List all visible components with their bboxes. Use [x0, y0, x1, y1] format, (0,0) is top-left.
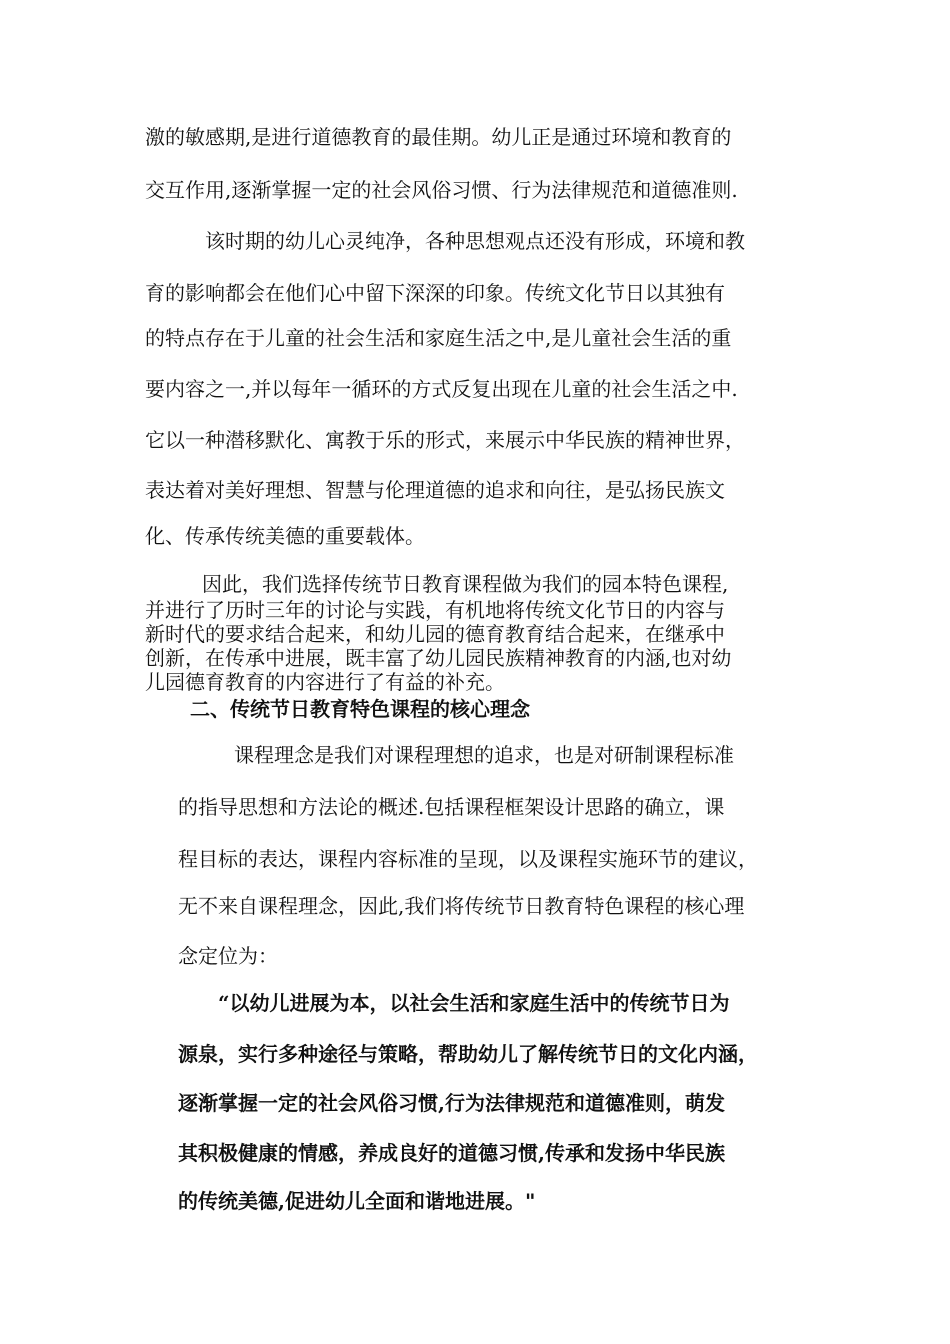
paragraph-4-line-3: 程目标的表达，课程内容标准的呈现，以及课程实施环节的建议，	[178, 847, 758, 871]
paragraph-3-line-2: 并进行了历时三年的讨论与实践，有机地将传统文化节日的内容与	[145, 598, 725, 622]
paragraph-2-line-4: 要内容之一,并以每年一循环的方式反复出现在儿童的社会生活之中.	[145, 377, 738, 401]
paragraph-3-line-3: 新时代的要求结合起来，和幼儿园的德育教育结合起来，在继承中	[145, 622, 725, 646]
quote-line-5: 的传统美德,促进幼儿全面和谐地进展。"	[178, 1189, 536, 1213]
paragraph-3-line-5: 儿园德育教育的内容进行了有益的补充。	[145, 670, 505, 694]
paragraph-4-line-5: 念定位为：	[178, 944, 278, 968]
paragraph-2-line-7: 化、传承传统美德的重要载体。	[145, 524, 425, 548]
paragraph-4-line-1: 课程理念是我们对课程理想的追求，也是对研制课程标准	[234, 743, 734, 767]
quote-line-4: 其积极健康的情感，养成良好的道德习惯,传承和发扬中华民族	[178, 1141, 725, 1165]
quote-line-3: 逐渐掌握一定的社会风俗习惯,行为法律规范和道德准则，萌发	[178, 1091, 725, 1115]
paragraph-2-line-5: 它以一种潜移默化、寓教于乐的形式，来展示中华民族的精神世界，	[145, 428, 745, 452]
section-heading: 二、传统节日教育特色课程的核心理念	[190, 697, 530, 721]
paragraph-3-line-4: 创新，在传承中进展，既丰富了幼儿园民族精神教育的内涵,也对幼	[145, 646, 732, 670]
paragraph-1-line-2: 交互作用,逐渐掌握一定的社会风俗习惯、行为法律规范和道德准则.	[145, 178, 738, 202]
paragraph-3-line-1: 因此，我们选择传统节日教育课程做为我们的园本特色课程,	[202, 572, 729, 596]
quote-line-2: 源泉，实行多种途径与策略，帮助幼儿了解传统节日的文化内涵，	[178, 1042, 758, 1066]
paragraph-2-line-2: 育的影响都会在他们心中留下深深的印象。传统文化节日以其独有	[145, 281, 725, 305]
paragraph-4-line-4: 无不来自课程理念，因此,我们将传统节日教育特色课程的核心理	[178, 894, 745, 918]
quote-line-1: “以幼儿进展为本，以社会生活和家庭生活中的传统节日为	[218, 991, 730, 1015]
paragraph-2-line-1: 该时期的幼儿心灵纯净，各种思想观点还没有形成，环境和教	[205, 229, 745, 253]
paragraph-2-line-3: 的特点存在于儿童的社会生活和家庭生活之中,是儿童社会生活的重	[145, 326, 732, 350]
paragraph-2-line-6: 表达着对美好理想、智慧与伦理道德的追求和向往，是弘扬民族文	[145, 478, 725, 502]
paragraph-1-line-1: 激的敏感期,是进行道德教育的最佳期。幼儿正是通过环境和教育的	[145, 125, 732, 149]
paragraph-4-line-2: 的指导思想和方法论的概述.包括课程框架设计思路的确立，课	[178, 795, 725, 819]
